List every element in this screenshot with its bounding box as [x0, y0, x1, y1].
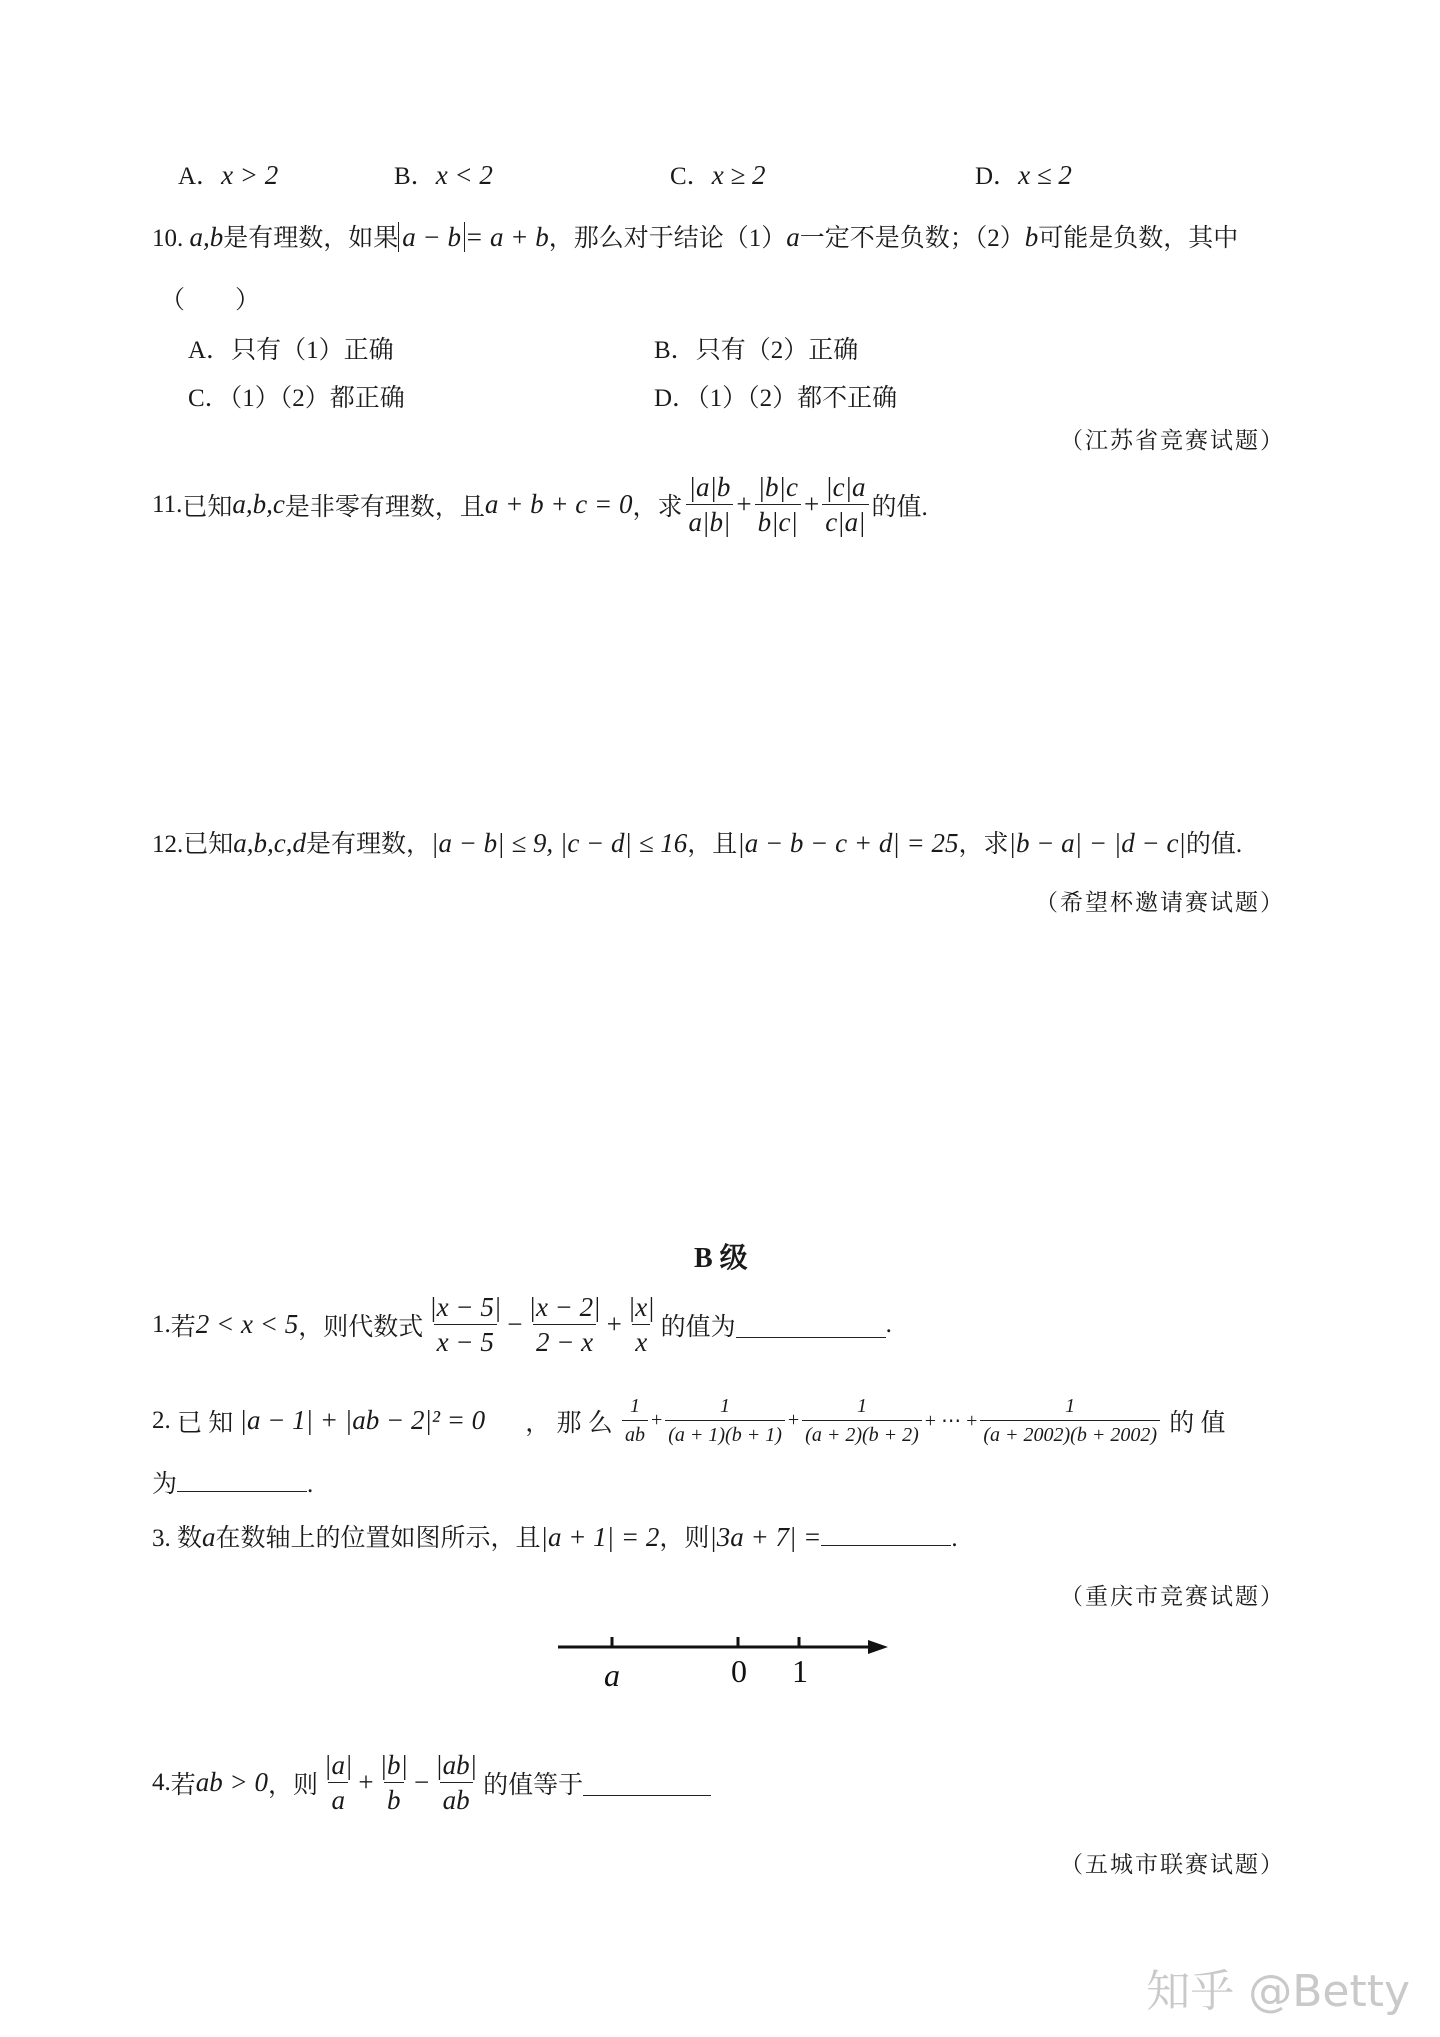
q10-source: （江苏省竞赛试题） [1060, 428, 1285, 453]
q10-option-c: C．（1）（2）都正确 [188, 385, 405, 412]
b4-answer-blank[interactable] [583, 1769, 711, 1796]
b1-stem: 1. 若 2 < x < 5 ，则代数式 $\frac{|x - 5|}{x - 5}$ − $\frac{|x - 2|}{2 - x}$ + $\frac{|x|}{x}$ 的值为 . [152, 1292, 892, 1357]
watermark: 知乎 @Betty [1146, 1966, 1410, 2017]
q11-fraction-2: $\frac{|b|c}{b|c|}$ [755, 470, 801, 539]
q9-option-d: D．x ≤ 2 [975, 160, 1072, 190]
q10-option-b: B．只有（2）正确 [654, 337, 859, 364]
b2-fraction-4: $\frac{1}{(a + 2002)(b + 2002)}$ [980, 1392, 1160, 1449]
number-line-arrow [868, 1640, 888, 1654]
b1-answer-blank[interactable] [736, 1311, 886, 1338]
b2-fraction-3: $\frac{1}{(a + 2)(b + 2)}$ [802, 1392, 922, 1449]
b2-answer-line: 为 . [152, 1464, 313, 1500]
b1-fraction-2: $\frac{|x - 2|}{2 - x}$ [528, 1292, 601, 1357]
b3-stem: 3. 数a在数轴上的位置如图所示，且|a + 1| = 2，则|3a + 7| = . [152, 1518, 958, 1554]
section-b-heading: B 级 [694, 1243, 748, 1274]
q9-option-c: C．x ≥ 2 [670, 160, 766, 190]
label-one: 1 [792, 1653, 808, 1689]
b3-source: （重庆市竞赛试题） [1060, 1584, 1285, 1609]
label-a: a [604, 1657, 620, 1693]
q10-option-a: A．只有（1）正确 [188, 337, 394, 364]
q9-option-b: B．x < 2 [394, 160, 493, 190]
q11-fraction-3: $\frac{|c|a}{c|a|}$ [822, 470, 868, 539]
q11-fraction-1: $\frac{|a|b}{a|b|}$ [686, 470, 734, 539]
b4-fraction-2: $\frac{|b|}{b}$ [379, 1750, 408, 1815]
b2-stem: 2. 已 知 |a − 1| + |ab − 2|² = 0 ， 那 么 $\frac{1}{ab}$ + $\frac{1}{(a + 1)(b + 1)}$ + $\frac{1}{(a + 2)(b + 2)}$ + ⋯ + $\frac{1}{(a + 2002)(b + 2002)}$ 的 值 [152, 1392, 1226, 1449]
b1-fraction-3: $\frac{|x|}{x}$ [627, 1292, 655, 1357]
b4-fraction-1: $\frac{|a|}{a}$ [324, 1750, 353, 1815]
b4-fraction-3: $\frac{|ab|}{ab}$ [435, 1750, 478, 1815]
b4-stem: 4. 若 ab > 0 ，则 $\frac{|a|}{a}$ + $\frac{|b|}{b}$ − $\frac{|ab|}{ab}$ 的值等于 [152, 1748, 711, 1817]
q10-option-d: D．（1）（2）都不正确 [654, 385, 898, 412]
b3-answer-blank[interactable] [821, 1519, 951, 1546]
number-line-figure [550, 1620, 895, 1700]
label-zero: 0 [731, 1653, 747, 1689]
q10-answer-paren: （ ） [160, 287, 261, 314]
q12-stem: 12.已知a,b,c,d是有理数，|a − b| ≤ 9, |c − d| ≤ 16，且|a − b − c + d| = 25，求|b − a| − |d − c|的值. [152, 828, 1243, 858]
b2-answer-blank[interactable] [177, 1465, 307, 1492]
b4-source: （五城市联赛试题） [1060, 1852, 1285, 1877]
b1-fraction-1: $\frac{|x - 5|}{x - 5}$ [429, 1292, 502, 1357]
b2-fraction-1: $\frac{1}{ab}$ [622, 1392, 648, 1449]
q12-source: （希望杯邀请赛试题） [1035, 890, 1285, 915]
q9-option-a: A．x > 2 [178, 160, 279, 190]
q10-stem: 10. a,b是有理数，如果 a − b = a + b，那么对于结论（1）a一定不是负数；（2）b可能是负数，其中 [152, 222, 1239, 252]
q11-stem: 11. 已知 a,b,c 是非零有理数，且 a + b + c = 0 ，求 $\frac{|a|b}{a|b|}$ + $\frac{|b|c}{b|c|}$ + $\frac{|c|a}{c|a|}$ 的值. [152, 472, 928, 537]
b2-fraction-2: $\frac{1}{(a + 1)(b + 1)}$ [665, 1392, 785, 1449]
